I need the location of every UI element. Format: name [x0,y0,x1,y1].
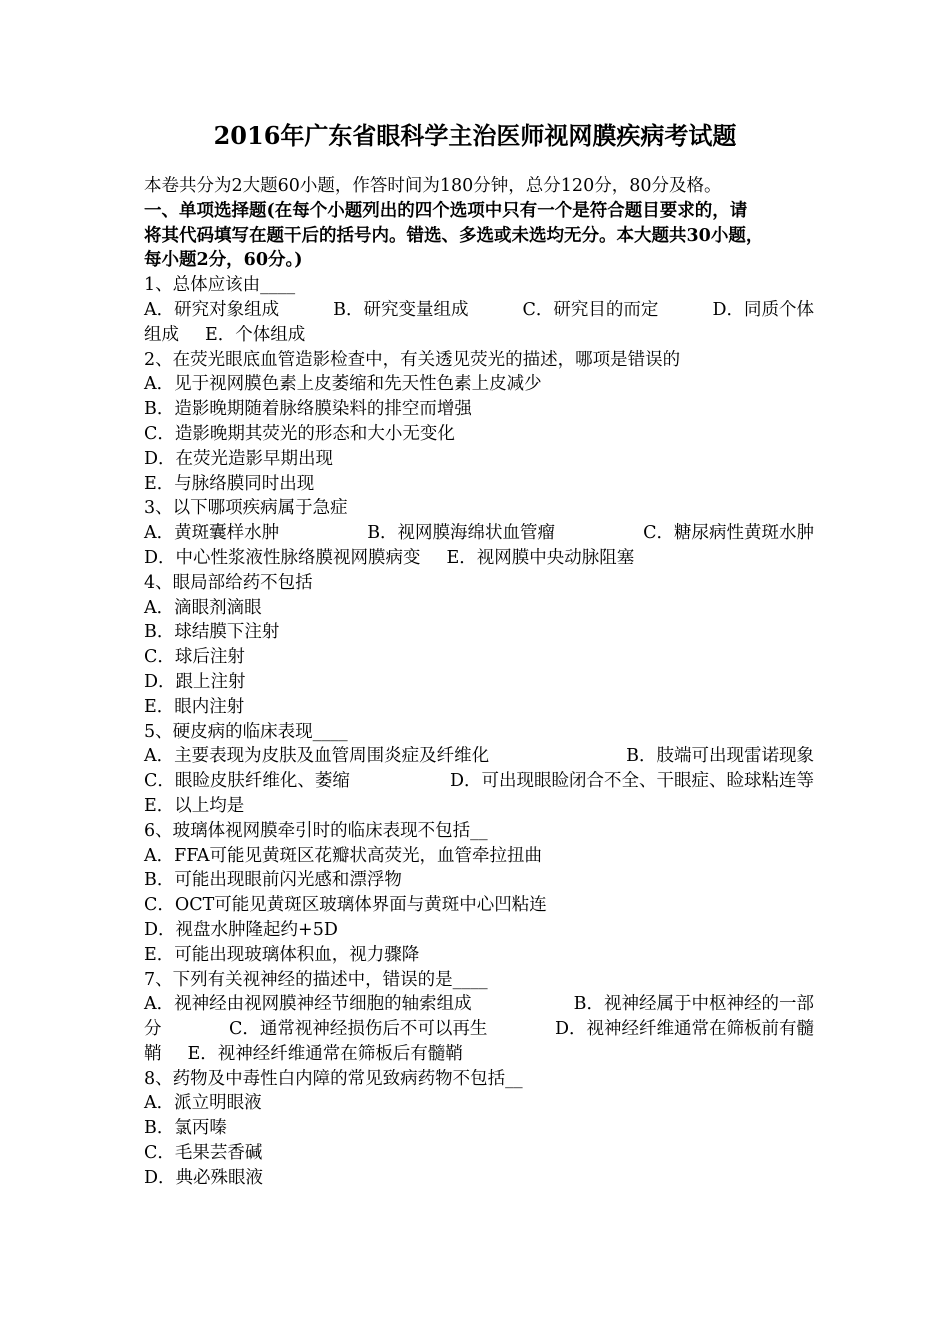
question-1-options-row-2 [144,323,814,348]
section-heading-line-1: 一、单项选择题(在每个小题列出的四个选项中只有一个是符合题目要求的，请 [144,200,748,221]
question-1-stem: 1、总体应该由____ [144,275,296,296]
exam-intro: 本卷共分为2大题60小题，作答时间为180分钟，总分120分，80分及格。 [144,176,722,196]
question-4-option-e: E．眼内注射 [144,696,245,717]
question-1-option-d-continued: 组成 [144,324,179,345]
question-3-options-row-2 [144,546,814,571]
question-5-stem: 5、硬皮病的临床表现____ [144,721,348,742]
question-4-option-d: D．跟上注射 [144,671,246,692]
question-6-stem: 6、玻璃体视网膜牵引时的临床表现不包括__ [144,820,488,841]
section-heading-line-3: 每小题2分，60分。) [144,250,303,271]
question-3-options-row-1 [144,521,814,546]
question-4-stem: 4、眼局部给药不包括 [144,572,313,593]
question-6-option-e: E．可能出现玻璃体积血，视力骤降 [144,944,420,965]
question-3-option-c: C．糖尿病性黄斑水肿 [643,523,814,544]
question-5-option-d: D．可出现眼睑闭合不全、干眼症、睑球粘连等 [449,771,814,792]
section-heading-line-2: 将其代码填写在题干后的括号内。错选、多选或未选均无分。本大题共30小题， [144,225,764,246]
question-8-option-c: C．毛果芸香碱 [144,1143,263,1164]
question-7-options-row-2 [144,1017,814,1042]
question-5-option-b: B．肢端可出现雷诺现象 [626,746,814,767]
question-5-option-e: E．以上均是 [144,795,245,816]
question-3-stem: 3、以下哪项疾病属于急症 [144,498,348,519]
question-4-option-a: A．滴眼剂滴眼 [144,597,262,618]
question-7-option-b: B．视神经属于中枢神经的一部 [573,994,814,1015]
question-8-option-d: D．典必殊眼液 [144,1167,264,1188]
question-7-option-d-continued: 鞘 [144,1043,162,1064]
question-5-options-row-1 [144,744,814,769]
question-3-option-d: D．中心性浆液性脉络膜视网膜病变 [144,547,421,568]
question-6-option-d: D．视盘水肿隆起约+5D [144,919,338,940]
question-4-option-b: B．球结膜下注射 [144,622,280,643]
question-8-stem: 8、药物及中毒性白内障的常见致病药物不包括__ [144,1068,523,1089]
question-5-option-c: C．眼睑皮肤纤维化、萎缩 [144,771,350,792]
question-7-option-a: A．视神经由视网膜神经节细胞的轴索组成 [144,994,472,1015]
question-2-option-a: A．见于视网膜色素上皮萎缩和先天性色素上皮减少 [144,374,542,395]
question-6-option-c: C．OCT可能见黄斑区玻璃体界面与黄斑中心凹粘连 [144,895,547,916]
question-6-option-a: A．FFA可能见黄斑区花瓣状高荧光，血管牵拉扭曲 [144,845,543,866]
question-7-options-row-3 [144,1042,814,1067]
question-3-option-e: E．视网膜中央动脉阻塞 [446,547,635,568]
question-1-option-c: C．研究目的而定 [522,299,659,320]
question-1-options-row-1 [144,298,814,323]
question-4-option-c: C．球后注射 [144,647,245,668]
question-8-option-b: B．氯丙嗪 [144,1118,227,1139]
question-7-option-d: D．视神经纤维通常在筛板前有髓 [554,1019,814,1040]
question-2-option-c: C．造影晚期其荧光的形态和大小无变化 [144,423,455,444]
question-5-option-a: A．主要表现为皮肤及血管周围炎症及纤维化 [144,746,490,767]
question-7-option-b-continued: 分 [144,1019,162,1040]
exam-body [144,174,814,1191]
question-2-option-e: E．与脉络膜同时出现 [144,473,315,494]
question-1-option-d: D．同质个体 [712,299,814,320]
question-8-option-a: A．派立明眼液 [144,1093,262,1114]
question-6-option-b: B．可能出现眼前闪光感和漂浮物 [144,870,402,891]
question-2-option-b: B．造影晚期随着脉络膜染料的排空而增强 [144,399,472,420]
question-1-option-a: A．研究对象组成 [144,299,280,320]
question-2-option-d: D．在荧光造影早期出现 [144,448,334,469]
question-1-option-e: E．个体组成 [205,324,306,345]
question-3-option-a: A．黄斑囊样水肿 [144,523,280,544]
question-3-option-b: B．视网膜海绵状血管瘤 [367,523,556,544]
question-7-stem: 7、下列有关视神经的描述中，错误的是____ [144,969,488,990]
question-7-option-e: E．视神经纤维通常在筛板后有髓鞘 [187,1043,463,1064]
question-5-options-row-2 [144,769,814,794]
question-2-stem: 2、在荧光眼底血管造影检查中，有关透见荧光的描述，哪项是错误的 [144,349,681,370]
question-1-option-b: B．研究变量组成 [333,299,469,320]
page-title: 2016年广东省眼科学主治医师视网膜疾病考试题 [213,121,737,150]
question-7-options-row-1 [144,992,814,1017]
question-7-option-c: C．通常视神经损伤后不可以再生 [229,1019,488,1040]
